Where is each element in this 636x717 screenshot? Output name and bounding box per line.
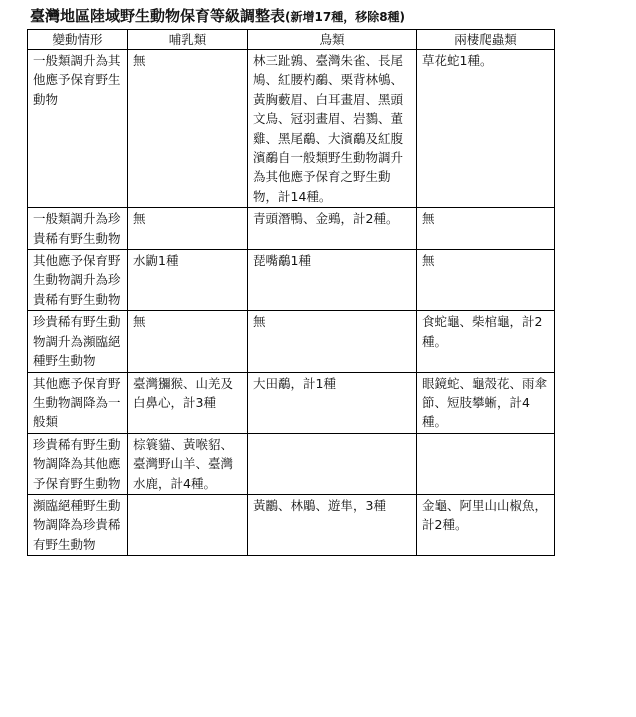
cell-birds: 琵嘴鷸1種 <box>248 250 417 311</box>
conservation-status-table <box>27 29 555 556</box>
cell-mammals <box>128 494 248 555</box>
cell-change-type: 珍貴稀有野生動物調降為其他應予保育野生動物 <box>28 433 128 494</box>
cell-herps: 金龜、阿里山山椒魚，計2種。 <box>417 494 555 555</box>
cell-change-type: 一般類調升為其他應予保育野生動物 <box>28 50 128 208</box>
cell-mammals: 無 <box>128 208 248 250</box>
cell-mammals: 水鼩1種 <box>128 250 248 311</box>
header-herps: 兩棲爬蟲類 <box>417 30 555 50</box>
title-note: (新增17種，移除8種) <box>285 10 406 24</box>
cell-mammals: 臺灣獼猴、山羌及白鼻心，計3種 <box>128 372 248 433</box>
table-row <box>28 433 555 494</box>
header-change-type: 變動情形 <box>28 30 128 50</box>
table-row <box>28 372 555 433</box>
cell-birds: 大田鷸，計1種 <box>248 372 417 433</box>
cell-birds: 林三趾鶉、臺灣朱雀、長尾鳩、紅腰杓鷸、栗背林鴝、黃胸藪眉、白耳畫眉、黑頭文鳥、冠羽畫眉、岩鷚、董雞、黑尾鷸、大濱鷸及紅腹濱鷸自一般類野生動物調升為其他應予保育之野生動物，計14種。 <box>248 50 417 208</box>
table-row <box>28 494 555 555</box>
cell-herps: 食蛇龜、柴棺龜，計2種。 <box>417 311 555 372</box>
header-mammals: 哺乳類 <box>128 30 248 50</box>
cell-mammals: 無 <box>128 311 248 372</box>
cell-change-type: 瀕臨絕種野生動物調降為珍貴稀有野生動物 <box>28 494 128 555</box>
cell-birds: 黃鸝、林鵰、遊隼，3種 <box>248 494 417 555</box>
cell-herps: 眼鏡蛇、龜殼花、雨傘節、短肢攀蜥，計4種。 <box>417 372 555 433</box>
table-row <box>28 250 555 311</box>
table-row <box>28 311 555 372</box>
table-row <box>28 50 555 208</box>
cell-mammals: 無 <box>128 50 248 208</box>
table-body <box>28 50 555 556</box>
cell-birds <box>248 433 417 494</box>
title-main: 臺灣地區陸域野生動物保育等級調整表 <box>30 7 286 25</box>
cell-herps <box>417 433 555 494</box>
page-title <box>30 6 405 27</box>
cell-birds: 青頭潛鴨、金鵐，計2種。 <box>248 208 417 250</box>
cell-change-type: 其他應予保育野生動物調升為珍貴稀有野生動物 <box>28 250 128 311</box>
cell-herps: 草花蛇1種。 <box>417 50 555 208</box>
header-row <box>28 30 555 50</box>
cell-change-type: 其他應予保育野生動物調降為一般類 <box>28 372 128 433</box>
table-header <box>28 30 555 50</box>
cell-change-type: 珍貴稀有野生動物調升為瀕臨絕種野生動物 <box>28 311 128 372</box>
cell-herps: 無 <box>417 208 555 250</box>
cell-change-type: 一般類調升為珍貴稀有野生動物 <box>28 208 128 250</box>
cell-birds: 無 <box>248 311 417 372</box>
cell-mammals: 棕簑貓、黃喉貂、臺灣野山羊、臺灣水鹿，計4種。 <box>128 433 248 494</box>
table-row <box>28 208 555 250</box>
cell-herps: 無 <box>417 250 555 311</box>
header-birds: 鳥類 <box>248 30 417 50</box>
